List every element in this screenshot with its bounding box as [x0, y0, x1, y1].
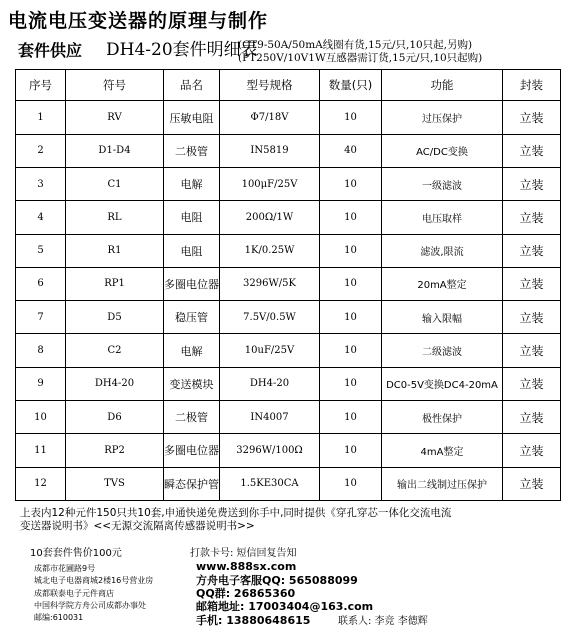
cell-spec: DH4-20 [220, 367, 320, 400]
table-row [16, 367, 561, 400]
header-index: 序号 [16, 70, 66, 101]
cell-spec: 3296W/5K [220, 267, 320, 300]
cell-function: 20mA整定 [382, 267, 503, 300]
cell-function: 输出二线制过压保护 [382, 467, 503, 500]
cell-spec: 3296W/100Ω [220, 434, 320, 467]
table-row [16, 467, 561, 500]
cell-index: 11 [16, 434, 66, 467]
cell-symbol: TVS [66, 467, 164, 500]
cell-quantity: 10 [320, 400, 382, 433]
cell-name: 电阻 [164, 234, 220, 267]
table-row [16, 301, 561, 334]
cell-quantity: 10 [320, 334, 382, 367]
cell-mount: 立装 [503, 267, 561, 300]
cell-symbol: D6 [66, 400, 164, 433]
cell-mount: 立装 [503, 168, 561, 201]
cell-index: 12 [16, 467, 66, 500]
cell-spec: Φ7/18V [220, 101, 320, 134]
cell-symbol: RP2 [66, 434, 164, 467]
qq-service: 方舟电子客服QQ: 565088099 [196, 574, 358, 587]
payment-note: 打款卡号: 短信回复告知 [190, 548, 297, 559]
contact-persons: 联系人: 李竞 李德辉 [338, 616, 428, 627]
cell-name: 电解 [164, 334, 220, 367]
cell-quantity: 10 [320, 301, 382, 334]
cell-spec: 1.5KE30CA [220, 467, 320, 500]
cell-name: 压敏电阻 [164, 101, 220, 134]
cell-quantity: 10 [320, 467, 382, 500]
cell-spec: IN5819 [220, 134, 320, 167]
cell-quantity: 10 [320, 367, 382, 400]
phone-number: 手机: 13880648615 [196, 614, 311, 627]
header-mount: 封装 [503, 70, 561, 101]
header-symbol: 符号 [66, 70, 164, 101]
table-row [16, 334, 561, 367]
page-title: 电流电压变送器的原理与制作 [8, 10, 269, 32]
qq-group: QQ群: 26865360 [196, 587, 296, 600]
cell-index: 3 [16, 168, 66, 201]
cell-index: 9 [16, 367, 66, 400]
cell-name: 电阻 [164, 201, 220, 234]
cell-name: 稳压管 [164, 301, 220, 334]
summary-line-2: 变送器说明书》<<无源交流隔离传感器说明书>> [20, 520, 255, 532]
cell-symbol: DH4-20 [66, 367, 164, 400]
cell-index: 1 [16, 101, 66, 134]
cell-symbol: C2 [66, 334, 164, 367]
cell-symbol: RL [66, 201, 164, 234]
cell-symbol: D5 [66, 301, 164, 334]
cell-mount: 立装 [503, 201, 561, 234]
cell-mount: 立装 [503, 134, 561, 167]
table-row [16, 267, 561, 300]
cell-symbol: D1-D4 [66, 134, 164, 167]
email-address: 邮箱地址: 17003404@163.com [196, 600, 374, 613]
cell-name: 瞬态保护管 [164, 467, 220, 500]
summary-line-1: 上表内12种元件150只共10套,申通快递免费送到你手中,同时提供《穿孔穿芯一体化交流电流 [20, 507, 452, 519]
cell-function: 电压取样 [382, 201, 503, 234]
cell-index: 2 [16, 134, 66, 167]
cell-mount: 立装 [503, 301, 561, 334]
cell-name: 多圈电位器 [164, 267, 220, 300]
parts-list-title: DH4-20套件明细表 [106, 40, 258, 60]
cell-spec: 100μF/25V [220, 168, 320, 201]
kit-price: 10套套件售价100元 [30, 548, 122, 559]
transformer-note: (PT250V/10V1W互感器需订货,15元/只,10只起购) [238, 52, 483, 64]
cell-quantity: 10 [320, 267, 382, 300]
table-row [16, 168, 561, 201]
cell-quantity: 10 [320, 168, 382, 201]
cell-quantity: 40 [320, 134, 382, 167]
cell-spec: IN4007 [220, 400, 320, 433]
cell-quantity: 10 [320, 234, 382, 267]
header-quantity: 数量(只) [320, 70, 382, 101]
address-line: 邮编:610031 [34, 613, 84, 622]
table-row [16, 101, 561, 134]
cell-mount: 立装 [503, 334, 561, 367]
address-line: 中国科学院方舟公司成都办事处 [34, 601, 146, 610]
cell-name: 变送模块 [164, 367, 220, 400]
cell-mount: 立装 [503, 101, 561, 134]
table-row [16, 201, 561, 234]
cell-spec: 1K/0.25W [220, 234, 320, 267]
cell-function: 一级滤波 [382, 168, 503, 201]
cell-spec: 200Ω/1W [220, 201, 320, 234]
cell-index: 8 [16, 334, 66, 367]
cell-name: 多圈电位器 [164, 434, 220, 467]
table-row [16, 234, 561, 267]
cell-mount: 立装 [503, 467, 561, 500]
cell-function: 二级滤波 [382, 334, 503, 367]
cell-symbol: R1 [66, 234, 164, 267]
cell-symbol: RP1 [66, 267, 164, 300]
table-row [16, 400, 561, 433]
cell-function: 极性保护 [382, 400, 503, 433]
parts-table [15, 69, 561, 501]
header-function: 功能 [382, 70, 503, 101]
website-url: www.888sx.com [196, 560, 297, 573]
cell-index: 5 [16, 234, 66, 267]
cell-quantity: 10 [320, 201, 382, 234]
cell-symbol: C1 [66, 168, 164, 201]
cell-index: 4 [16, 201, 66, 234]
header-spec: 型号规格 [220, 70, 320, 101]
cell-mount: 立装 [503, 367, 561, 400]
cell-quantity: 10 [320, 101, 382, 134]
cell-function: 滤波,限流 [382, 234, 503, 267]
cell-spec: 10uF/25V [220, 334, 320, 367]
cell-function: AC/DC变换 [382, 134, 503, 167]
table-row [16, 134, 561, 167]
cell-index: 7 [16, 301, 66, 334]
cell-spec: 7.5V/0.5W [220, 301, 320, 334]
cell-mount: 立装 [503, 234, 561, 267]
cell-index: 10 [16, 400, 66, 433]
table-header-row [16, 70, 561, 101]
cell-function: 4mA整定 [382, 434, 503, 467]
cell-index: 6 [16, 267, 66, 300]
cell-symbol: RV [66, 101, 164, 134]
table-row [16, 434, 561, 467]
cell-quantity: 10 [320, 434, 382, 467]
cell-function: 过压保护 [382, 101, 503, 134]
header-name: 品名 [164, 70, 220, 101]
cell-function: DC0-5V变换DC4-20mA [382, 367, 503, 400]
address-line: 成都联泰电子元件商店 [34, 589, 114, 598]
cell-mount: 立装 [503, 400, 561, 433]
cell-name: 二极管 [164, 134, 220, 167]
coil-note: (CT9-50A/50mA线圈有货,15元/只,10只起,另购) [238, 39, 473, 51]
parts-table-body [16, 70, 561, 501]
address-line: 成都市花圃路9号 [34, 564, 96, 573]
cell-function: 输入限幅 [382, 301, 503, 334]
kit-supply-label: 套件供应 [18, 41, 83, 60]
cell-mount: 立装 [503, 434, 561, 467]
cell-name: 电解 [164, 168, 220, 201]
cell-name: 二极管 [164, 400, 220, 433]
address-line: 城北电子电器商城2楼16号营业房 [34, 576, 154, 585]
